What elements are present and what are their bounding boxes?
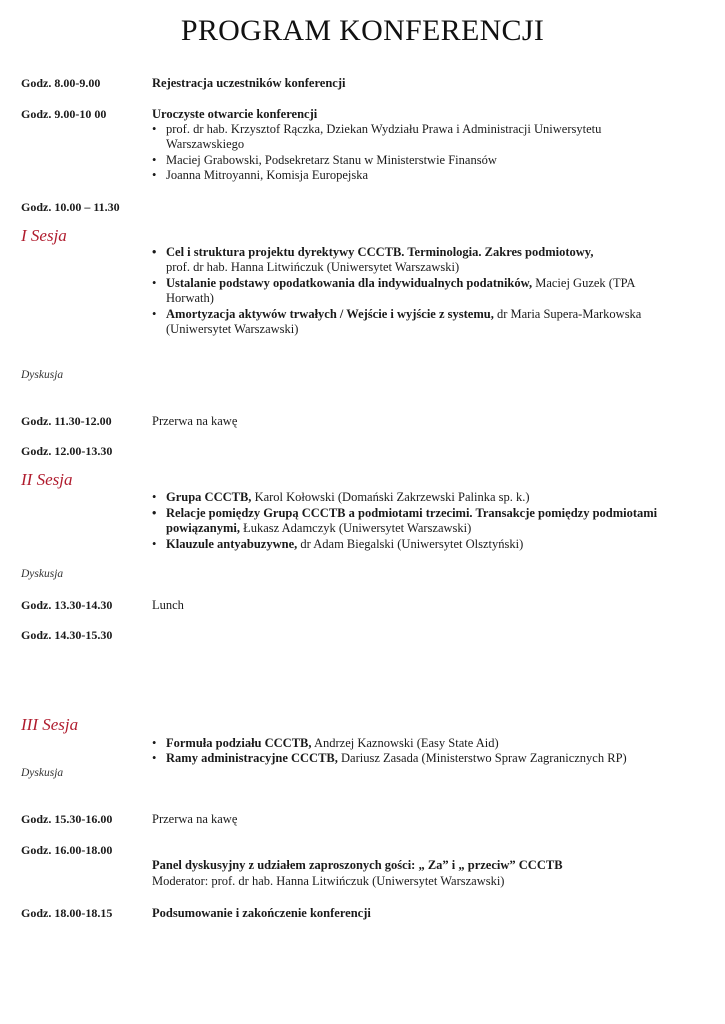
- speaker: Maciej Grabowski, Podsekretarz Stanu w Ministerstwie Finansów: [166, 153, 497, 167]
- discussion-label: Dyskusja: [21, 568, 64, 580]
- speaker: dr Adam Biegalski (Uniwersytet Olsztyński): [297, 537, 524, 551]
- agenda-item: Rejestracja uczestników konferencji: [152, 76, 346, 90]
- agenda-item: Przerwa na kawę: [152, 414, 238, 428]
- speaker: Joanna Mitroyanni, Komisja Europejska: [166, 168, 369, 182]
- list-item: [152, 245, 593, 260]
- time-slot: Godz. 18.00-18.15: [21, 906, 113, 920]
- bullet: •: [152, 506, 157, 520]
- talk-title: Ustalanie podstawy opodatkowania dla indywidualnych podatników,: [166, 276, 533, 290]
- panel-moderator: Moderator: prof. dr hab. Hanna Litwińczuk (Uniwersytet Warszawski): [152, 874, 505, 888]
- bullet: •: [152, 168, 157, 182]
- talk-title: Relacje pomiędzy Grupą CCCTB a podmiotami trzecimi. Transakcje pomiędzy podmiotami: [166, 506, 658, 520]
- discussion-label: Dyskusja: [21, 767, 64, 779]
- list-item-continuation: prof. dr hab. Hanna Litwińczuk (Uniwersytet Warszawski): [166, 260, 460, 274]
- talk-title: Ramy administracyjne CCCTB,: [166, 751, 338, 765]
- speaker: prof. dr hab. Krzysztof Rączka, Dziekan Wydziału Prawa i Administracji Uniwersytetu: [166, 122, 602, 136]
- page-title: PROGRAM KONFERENCJI: [180, 14, 545, 47]
- time-slot: Godz. 9.00-10 00: [21, 107, 107, 121]
- list-item-continuation: Warszawskiego: [166, 137, 245, 151]
- speaker: Andrzej Kaznowski (Easy State Aid): [311, 736, 499, 750]
- time-slot: Godz. 10.00 – 11.30: [21, 200, 120, 214]
- speaker: Karol Kołowski (Domański Zakrzewski Palinka sp. k.): [251, 490, 530, 504]
- agenda-item: Przerwa na kawę: [152, 812, 238, 826]
- bullet: •: [152, 245, 157, 259]
- bullet: •: [152, 122, 157, 136]
- bullet: •: [152, 490, 157, 504]
- list-item: [152, 506, 657, 521]
- panel-title: Panel dyskusyjny z udziałem zaproszonych gości: „ Za” i „ przeciw” CCCTB: [152, 858, 563, 872]
- agenda-item: Podsumowanie i zakończenie konferencji: [152, 906, 371, 920]
- agenda-item: Lunch: [152, 598, 184, 612]
- time-slot: Godz. 12.00-13.30: [21, 444, 113, 458]
- list-item-continuation: Horwath): [166, 291, 214, 305]
- talk-title: powiązanymi,: [166, 521, 240, 535]
- list-item: [152, 736, 499, 751]
- talk-title: Klauzule antyabuzywne,: [166, 537, 298, 551]
- speaker: Dariusz Zasada (Ministerstwo Spraw Zagranicznych RP): [337, 751, 627, 765]
- time-slot: Godz. 14.30-15.30: [21, 628, 113, 642]
- bullet: •: [152, 307, 157, 321]
- time-slot: Godz. 16.00-18.00: [21, 843, 113, 857]
- time-slot: Godz. 13.30-14.30: [21, 598, 113, 612]
- speaker: dr Maria Supera-Markowska: [493, 307, 642, 321]
- session-heading: II Sesja: [21, 470, 73, 489]
- list-item-continuation: [166, 521, 471, 536]
- session-heading: I Sesja: [21, 226, 67, 245]
- session-heading: III Sesja: [21, 715, 79, 734]
- time-slot: Godz. 8.00-9.00: [21, 76, 101, 90]
- list-item: [152, 751, 627, 766]
- list-item: [152, 307, 641, 322]
- list-item: [152, 537, 523, 552]
- talk-title: Amortyzacja aktywów trwałych / Wejście i wyjście z systemu,: [166, 307, 494, 321]
- list-item: [152, 153, 497, 168]
- bullet: •: [152, 276, 157, 290]
- list-item: [152, 122, 601, 137]
- time-slot: Godz. 15.30-16.00: [21, 812, 113, 826]
- speaker: Maciej Guzek (TPA: [532, 276, 636, 290]
- list-item: [152, 490, 530, 505]
- speaker: Łukasz Adamczyk (Uniwersytet Warszawski): [239, 521, 472, 535]
- bullet: •: [152, 751, 157, 765]
- list-item-continuation: (Uniwersytet Warszawski): [166, 322, 299, 336]
- talk-title: Grupa CCCTB,: [166, 490, 252, 504]
- list-item: [152, 168, 368, 183]
- talk-title: Cel i struktura projektu dyrektywy CCCTB. Terminologia. Zakres podmiotowy,: [166, 245, 594, 259]
- discussion-label: Dyskusja: [21, 369, 64, 381]
- list-item: [152, 276, 635, 291]
- bullet: •: [152, 736, 157, 750]
- bullet: •: [152, 537, 157, 551]
- talk-title: Formuła podziału CCCTB,: [166, 736, 312, 750]
- agenda-item: Uroczyste otwarcie konferencji: [152, 107, 318, 121]
- bullet: •: [152, 153, 157, 167]
- time-slot: Godz. 11.30-12.00: [21, 414, 112, 428]
